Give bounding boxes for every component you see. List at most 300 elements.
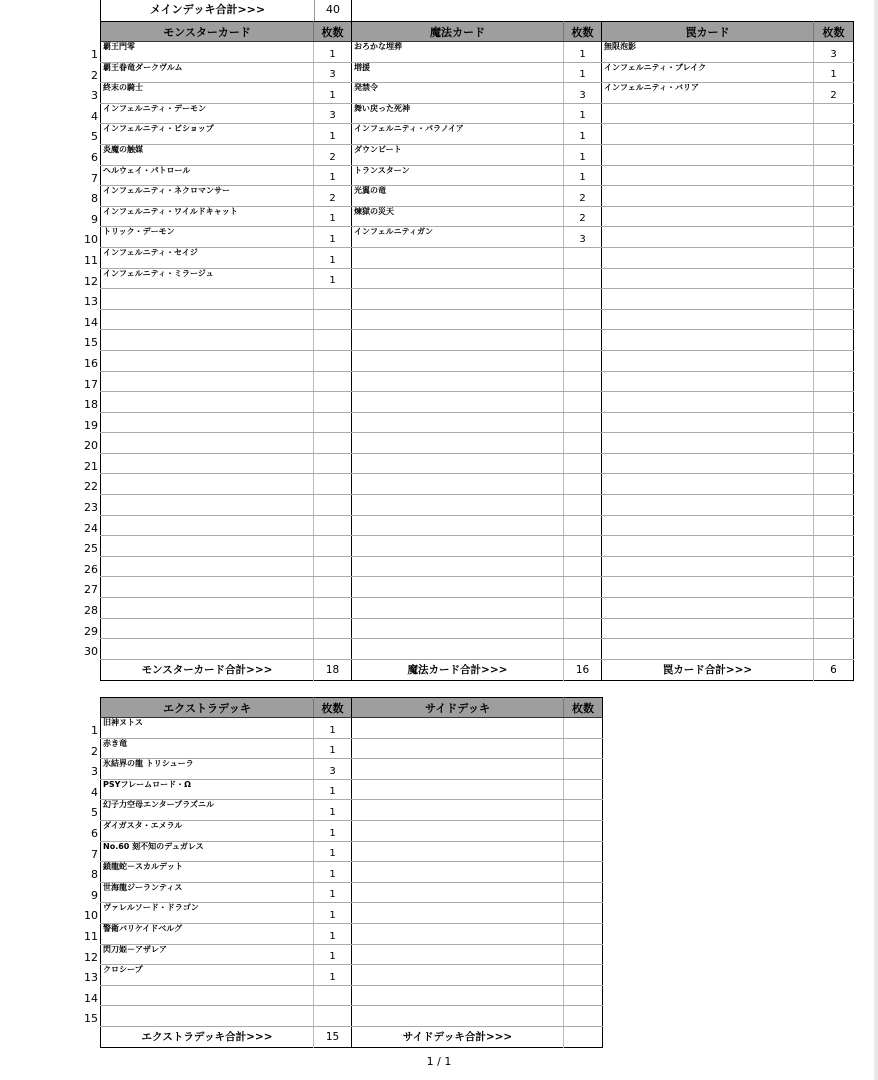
table-row <box>101 247 854 268</box>
magic-card-name: 舞い戻った死神 <box>352 103 564 124</box>
magic-card-count <box>564 577 602 598</box>
table-row <box>101 841 603 862</box>
monster-card-count: 1 <box>314 124 352 145</box>
trap-card-name <box>602 124 814 145</box>
side-card-count <box>564 882 603 903</box>
side-card-name <box>352 944 564 965</box>
trap-total-value: 6 <box>814 659 854 680</box>
table-row <box>101 165 854 186</box>
trap-card-count <box>814 330 854 351</box>
monster-card-count <box>314 598 352 619</box>
monster-card-name: 終末の騎士 <box>101 83 314 104</box>
trap-card-count <box>814 392 854 413</box>
table-row <box>101 371 854 392</box>
side-card-count <box>564 965 603 986</box>
side-card-count <box>564 759 603 780</box>
monster-header: モンスターカード <box>101 22 314 42</box>
trap-card-name <box>602 474 814 495</box>
trap-card-name <box>602 309 814 330</box>
side-card-name <box>352 862 564 883</box>
extra-card-name: ヴァレルソード・ドラゴン <box>101 903 314 924</box>
row-number: 24 <box>84 521 98 535</box>
monster-card-name <box>101 639 314 660</box>
trap-card-count <box>814 144 854 165</box>
extra-card-count: 3 <box>314 759 352 780</box>
side-card-count <box>564 820 603 841</box>
trap-card-count <box>814 165 854 186</box>
magic-card-count <box>564 247 602 268</box>
monster-card-name <box>101 536 314 557</box>
row-number: 4 <box>91 785 98 799</box>
side-card-count <box>564 903 603 924</box>
trap-count-header: 枚数 <box>814 22 854 42</box>
table-row <box>101 618 854 639</box>
extra-card-name: 世海龍ジーランティス <box>101 882 314 903</box>
table-row <box>101 882 603 903</box>
row-number: 29 <box>84 624 98 638</box>
magic-card-name <box>352 495 564 516</box>
trap-card-count <box>814 639 854 660</box>
extra-card-count <box>314 1006 352 1027</box>
monster-card-count <box>314 556 352 577</box>
extra-card-name <box>101 985 314 1006</box>
magic-card-name <box>352 577 564 598</box>
trap-card-count <box>814 453 854 474</box>
trap-card-count <box>814 103 854 124</box>
magic-card-count <box>564 495 602 516</box>
extra-card-count: 1 <box>314 718 352 739</box>
row-number: 15 <box>84 336 98 350</box>
table-row <box>101 186 854 207</box>
magic-card-count: 3 <box>564 83 602 104</box>
side-card-name <box>352 820 564 841</box>
side-card-name <box>352 923 564 944</box>
side-card-count <box>564 944 603 965</box>
side-card-name <box>352 759 564 780</box>
table-row <box>101 350 854 371</box>
magic-card-count <box>564 536 602 557</box>
row-number: 14 <box>84 315 98 329</box>
monster-card-count: 3 <box>314 62 352 83</box>
monster-card-name: インフェルニティ・ネクロマンサー <box>101 186 314 207</box>
main-deck-total-value: 40 <box>326 3 340 16</box>
table-row <box>101 759 603 780</box>
trap-card-count <box>814 577 854 598</box>
extra-header-row <box>101 698 603 718</box>
trap-card-name <box>602 639 814 660</box>
magic-card-name <box>352 247 564 268</box>
row-number: 4 <box>91 109 98 123</box>
monster-card-name <box>101 474 314 495</box>
trap-card-count: 3 <box>814 42 854 63</box>
magic-card-count <box>564 556 602 577</box>
page-indicator: 1 / 1 <box>426 1055 452 1068</box>
table-row <box>101 862 603 883</box>
monster-card-count <box>314 392 352 413</box>
extra-card-name: 赤き竜 <box>101 738 314 759</box>
trap-card-name <box>602 289 814 310</box>
monster-card-count <box>314 495 352 516</box>
magic-card-count: 1 <box>564 144 602 165</box>
row-number: 17 <box>84 377 98 391</box>
main-deck-total-box <box>100 0 352 22</box>
monster-card-name <box>101 330 314 351</box>
side-card-name <box>352 800 564 821</box>
magic-card-count: 1 <box>564 42 602 63</box>
trap-card-name <box>602 453 814 474</box>
extra-card-count: 1 <box>314 923 352 944</box>
extra-card-count: 1 <box>314 944 352 965</box>
trap-total-label: 罠カード合計>>> <box>602 659 814 680</box>
magic-card-count: 3 <box>564 227 602 248</box>
table-row <box>101 718 603 739</box>
table-row <box>101 268 854 289</box>
row-number: 9 <box>91 888 98 902</box>
extra-card-count: 1 <box>314 820 352 841</box>
row-number: 18 <box>84 398 98 412</box>
monster-card-name: インフェルニティ・ビショップ <box>101 124 314 145</box>
monster-total-label: モンスターカード合計>>> <box>101 659 314 680</box>
trap-card-count <box>814 515 854 536</box>
monster-card-count <box>314 515 352 536</box>
table-row <box>101 433 854 454</box>
magic-card-name: 発禁令 <box>352 83 564 104</box>
side-card-count <box>564 738 603 759</box>
trap-card-count <box>814 433 854 454</box>
magic-card-count <box>564 392 602 413</box>
main-total-row <box>101 659 854 680</box>
side-card-count <box>564 985 603 1006</box>
magic-card-name <box>352 556 564 577</box>
magic-card-name <box>352 598 564 619</box>
row-number: 19 <box>84 418 98 432</box>
trap-card-count <box>814 227 854 248</box>
extra-card-count <box>314 985 352 1006</box>
magic-card-name <box>352 453 564 474</box>
magic-card-name <box>352 433 564 454</box>
table-row <box>101 820 603 841</box>
side-card-name <box>352 985 564 1006</box>
side-card-count <box>564 779 603 800</box>
table-row <box>101 903 603 924</box>
magic-card-count: 2 <box>564 206 602 227</box>
row-number: 16 <box>84 356 98 370</box>
trap-card-count <box>814 247 854 268</box>
magic-card-name <box>352 371 564 392</box>
table-row <box>101 923 603 944</box>
trap-card-name: 無限泡影 <box>602 42 814 63</box>
row-number: 3 <box>91 89 98 103</box>
trap-card-name <box>602 227 814 248</box>
table-row <box>101 495 854 516</box>
extra-card-count: 1 <box>314 882 352 903</box>
monster-card-count <box>314 433 352 454</box>
table-row <box>101 227 854 248</box>
monster-card-name <box>101 371 314 392</box>
trap-card-name <box>602 495 814 516</box>
magic-card-count <box>564 474 602 495</box>
table-row <box>101 309 854 330</box>
table-row <box>101 453 854 474</box>
row-number: 27 <box>84 583 98 597</box>
table-row <box>101 536 854 557</box>
monster-card-count: 1 <box>314 227 352 248</box>
monster-card-count <box>314 289 352 310</box>
table-row <box>101 779 603 800</box>
row-number: 10 <box>84 233 98 247</box>
row-number: 23 <box>84 501 98 515</box>
monster-card-count <box>314 536 352 557</box>
monster-card-count: 1 <box>314 206 352 227</box>
monster-card-name <box>101 515 314 536</box>
monster-card-count: 1 <box>314 268 352 289</box>
magic-card-name <box>352 536 564 557</box>
magic-card-name <box>352 515 564 536</box>
magic-card-count <box>564 289 602 310</box>
row-number: 11 <box>84 929 98 943</box>
magic-card-count: 1 <box>564 103 602 124</box>
magic-total-label: 魔法カード合計>>> <box>352 659 564 680</box>
row-number: 11 <box>84 253 98 267</box>
magic-card-name <box>352 268 564 289</box>
magic-total-value: 16 <box>564 659 602 680</box>
table-row <box>101 144 854 165</box>
monster-card-name: インフェルニティ・ワイルドキャット <box>101 206 314 227</box>
magic-count-header: 枚数 <box>564 22 602 42</box>
monster-card-count <box>314 577 352 598</box>
table-row <box>101 1006 603 1027</box>
monster-card-count: 1 <box>314 247 352 268</box>
table-row <box>101 103 854 124</box>
magic-card-name: インフェルニティガン <box>352 227 564 248</box>
main-header-row <box>101 22 854 42</box>
monster-card-name: 覇王眷竜ダークヴルム <box>101 62 314 83</box>
row-number: 22 <box>84 480 98 494</box>
main-deck-table <box>100 21 854 681</box>
row-number: 2 <box>91 744 98 758</box>
extra-card-name: No.60 刻不知のデュガレス <box>101 841 314 862</box>
magic-card-name <box>352 350 564 371</box>
trap-card-name <box>602 556 814 577</box>
side-card-count <box>564 862 603 883</box>
magic-card-count <box>564 371 602 392</box>
magic-card-count <box>564 350 602 371</box>
magic-card-name <box>352 330 564 351</box>
row-number: 2 <box>91 68 98 82</box>
extra-card-count: 1 <box>314 965 352 986</box>
trap-card-count <box>814 268 854 289</box>
side-count-header: 枚数 <box>564 698 603 718</box>
trap-card-name <box>602 268 814 289</box>
magic-card-name <box>352 392 564 413</box>
trap-card-count <box>814 412 854 433</box>
side-card-name <box>352 1006 564 1027</box>
trap-card-name <box>602 247 814 268</box>
row-number: 25 <box>84 542 98 556</box>
monster-card-count <box>314 371 352 392</box>
row-number: 5 <box>91 130 98 144</box>
magic-card-name <box>352 289 564 310</box>
monster-card-name <box>101 392 314 413</box>
monster-card-count <box>314 309 352 330</box>
side-card-name <box>352 718 564 739</box>
table-row <box>101 412 854 433</box>
magic-card-name <box>352 474 564 495</box>
trap-card-name <box>602 350 814 371</box>
side-total-value <box>564 1026 603 1047</box>
magic-card-name <box>352 639 564 660</box>
row-number: 28 <box>84 604 98 618</box>
row-number: 6 <box>91 826 98 840</box>
magic-header: 魔法カード <box>352 22 564 42</box>
monster-card-count: 2 <box>314 144 352 165</box>
monster-card-count <box>314 412 352 433</box>
extra-header: エクストラデッキ <box>101 698 314 718</box>
extra-card-name: 氷結界の龍 トリシューラ <box>101 759 314 780</box>
row-number: 26 <box>84 562 98 576</box>
trap-card-count <box>814 206 854 227</box>
monster-card-name: 覇王門零 <box>101 42 314 63</box>
row-number: 5 <box>91 806 98 820</box>
monster-card-name <box>101 618 314 639</box>
row-number: 7 <box>91 847 98 861</box>
extra-card-name: 幻子力空母エンタープラズニル <box>101 800 314 821</box>
extra-card-name: クロシープ <box>101 965 314 986</box>
row-number: 12 <box>84 950 98 964</box>
side-card-name <box>352 882 564 903</box>
trap-card-count: 2 <box>814 83 854 104</box>
table-row <box>101 985 603 1006</box>
extra-card-name: PSYフレームロード・Ω <box>101 779 314 800</box>
trap-card-count <box>814 350 854 371</box>
side-card-count <box>564 800 603 821</box>
side-card-count <box>564 718 603 739</box>
side-card-count <box>564 923 603 944</box>
table-row <box>101 965 603 986</box>
trap-card-count <box>814 371 854 392</box>
monster-card-name <box>101 453 314 474</box>
side-card-name <box>352 965 564 986</box>
magic-card-count <box>564 639 602 660</box>
monster-card-name <box>101 556 314 577</box>
extra-card-count: 1 <box>314 779 352 800</box>
row-number: 1 <box>91 48 98 61</box>
table-row <box>101 83 854 104</box>
trap-card-count <box>814 495 854 516</box>
extra-card-count: 1 <box>314 903 352 924</box>
trap-card-name <box>602 577 814 598</box>
side-card-name <box>352 779 564 800</box>
magic-card-count: 1 <box>564 165 602 186</box>
magic-card-name: 煉獄の災天 <box>352 206 564 227</box>
extra-card-name <box>101 1006 314 1027</box>
monster-card-name <box>101 350 314 371</box>
monster-card-count <box>314 350 352 371</box>
extra-card-count: 1 <box>314 862 352 883</box>
monster-card-name: ヘルウェイ・パトロール <box>101 165 314 186</box>
trap-card-name <box>602 330 814 351</box>
side-card-name <box>352 841 564 862</box>
extra-total-value: 15 <box>314 1026 352 1047</box>
trap-card-name <box>602 371 814 392</box>
monster-card-count <box>314 639 352 660</box>
trap-card-count <box>814 618 854 639</box>
monster-card-name: インフェルニティ・セイジ <box>101 247 314 268</box>
magic-card-name: ダウンビート <box>352 144 564 165</box>
table-row <box>101 800 603 821</box>
table-row <box>101 738 603 759</box>
magic-card-count <box>564 433 602 454</box>
trap-card-count: 1 <box>814 62 854 83</box>
trap-card-name <box>602 144 814 165</box>
main-row-numbers <box>78 42 98 660</box>
trap-card-name <box>602 598 814 619</box>
trap-card-name <box>602 412 814 433</box>
row-number: 12 <box>84 274 98 288</box>
magic-card-count <box>564 515 602 536</box>
trap-card-name: インフェルニティ・ブレイク <box>602 62 814 83</box>
monster-total-value: 18 <box>314 659 352 680</box>
monster-card-name: トリック・デーモン <box>101 227 314 248</box>
monster-card-count: 2 <box>314 186 352 207</box>
table-row <box>101 944 603 965</box>
monster-card-count <box>314 453 352 474</box>
magic-card-name: 光翼の竜 <box>352 186 564 207</box>
magic-card-name: トランスターン <box>352 165 564 186</box>
magic-card-name: インフェルニティ・パラノイア <box>352 124 564 145</box>
table-row <box>101 124 854 145</box>
table-row <box>101 639 854 660</box>
magic-card-count: 1 <box>564 124 602 145</box>
trap-card-count <box>814 186 854 207</box>
monster-card-name: 炎魔の触媒 <box>101 144 314 165</box>
trap-card-name <box>602 618 814 639</box>
extra-card-name: 旧神ヌトス <box>101 718 314 739</box>
monster-card-name <box>101 289 314 310</box>
magic-card-count <box>564 268 602 289</box>
trap-card-count <box>814 124 854 145</box>
monster-card-name <box>101 577 314 598</box>
extra-total-label: エクストラデッキ合計>>> <box>101 1026 314 1047</box>
trap-card-count <box>814 289 854 310</box>
extra-card-name: 警衛バリケイドベルグ <box>101 923 314 944</box>
main-deck-total-label: メインデッキ合計>>> <box>101 0 315 21</box>
row-number: 10 <box>84 909 98 923</box>
side-card-count <box>564 1006 603 1027</box>
side-card-count <box>564 841 603 862</box>
trap-card-count <box>814 598 854 619</box>
trap-card-name <box>602 433 814 454</box>
trap-card-name <box>602 165 814 186</box>
extra-side-table <box>100 697 603 1048</box>
table-row <box>101 62 854 83</box>
trap-card-name <box>602 536 814 557</box>
row-number: 13 <box>84 295 98 309</box>
monster-card-count: 1 <box>314 165 352 186</box>
magic-card-count <box>564 330 602 351</box>
extra-card-name: 閃刀姫－アザレア <box>101 944 314 965</box>
monster-card-name <box>101 412 314 433</box>
monster-card-count: 1 <box>314 83 352 104</box>
magic-card-count: 1 <box>564 62 602 83</box>
table-row <box>101 577 854 598</box>
side-card-name <box>352 903 564 924</box>
row-number: 8 <box>91 868 98 882</box>
extra-card-count: 1 <box>314 800 352 821</box>
monster-card-count: 1 <box>314 42 352 63</box>
table-row <box>101 289 854 310</box>
trap-header: 罠カード <box>602 22 814 42</box>
